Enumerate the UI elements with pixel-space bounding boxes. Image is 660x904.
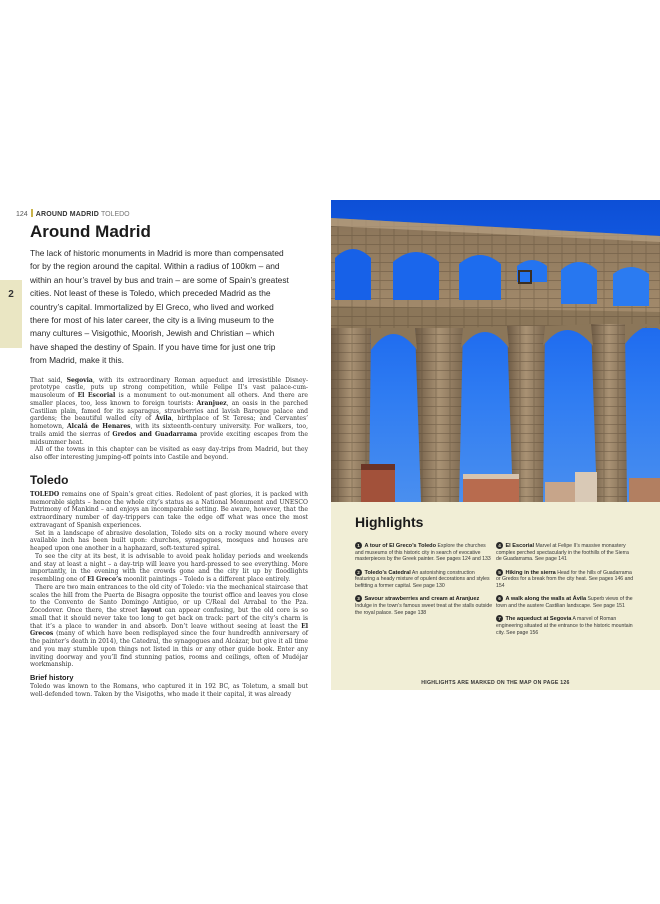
keyword-aranjuez: Aranjuez (196, 399, 227, 407)
page-number: 124 (16, 211, 28, 218)
highlight-number-badge: 5 (496, 569, 503, 576)
keyword-toledo: TOLEDO (30, 490, 60, 498)
aqueduct-photo (331, 200, 660, 502)
overview-block (30, 377, 308, 462)
toledo-paragraph-4: There are two main entrances to the old city of Toledo: via the mechanical staircase that scales the hill from the Puerta de Bisagra opposite the tourist office and leaves you close to the Convento de Santo Domingo Antiguo, or up C/Real del Arrabal to the Pza. Zocodover. Once there, the street layout can appear confusing, but the old core is so small that it should never take too long to get back on track: part of the city’s charm is that it’s a place to wander in and absorb. Don’t leave without seeing at least the El Grecos (many of which have been redisplayed since the four hundredth anniversary of the painter’s death in 2014), the Catedral, the synagogues and Alcázar, but give it all time and you may stumble upon things not listed in this or any other guide book. Enter any inviting doorway and you’ll find stunning patios, rooms and ceilings, often of Mudéjar workmanship. (30, 583, 308, 669)
main-text-column (30, 222, 308, 699)
header-divider (31, 209, 33, 217)
highlight-item: 3 Savour strawberries and cream at Aranjuez Indulge in the town’s famous sweet treat at the stalls outside the royal palace. See page 138 (355, 596, 493, 616)
intro-paragraph: The lack of historic monuments in Madrid is more than compensated for by the region around the capital. Within a radius of 100km – and within an hour’s travel by bus and train – are some of Spain’s greatest cities. Not least of these is Toledo, which preceded Madrid as the country’s capital. Immortalized by El Greco, who lived and worked there for most of his later career, the city is a living museum to the many cultures – Visigothic, Moorish, Jewish and Christian – which have shaped the destiny of Spain. If you have time for just one trip from Madrid, make it this. (30, 248, 289, 366)
toledo-paragraph-2: Set in a landscape of abrasive desolation, Toledo sits on a rocky mound where every available inch has been built upon: churches, synagogues, mosques and houses are heaped upon one another in a haphazard, soft-textured spiral. (30, 529, 308, 553)
history-paragraph: Toledo was known to the Romans, who captured it in 192 BC, as Toletum, a small but well-defended town. Taken by the Visigoths, who made it their capital, it was already (30, 683, 308, 698)
chapter-number: 2 (8, 289, 14, 300)
building-left (361, 468, 395, 502)
highlight-item: 2 Toledo’s Catedral An astonishing construction featuring a heady mixture of opulent decorations and styles befitting a former capital. See page 130 (355, 569, 490, 590)
aqueduct-illustration (331, 200, 660, 502)
highlights-column-left (355, 542, 493, 622)
keyword-el-escorial: El Escorial (77, 392, 116, 400)
highlight-number-badge: 1 (355, 542, 362, 549)
highlight-number-badge: 2 (355, 569, 362, 576)
keyword-segovia: Segovia (66, 376, 93, 384)
toledo-paragraph-3: To see the city at its best, it is advisable to avoid peak holiday periods and weekends and stay at least a night – a day-trip will leave you hard-pressed to see everything. More importantly, in the evening with the crowds gone and the city lit up by floodlights resembling one of El Greco’s moonlit paintings – Toledo is a different place entirely. (30, 552, 308, 584)
page-title: Around Madrid (30, 222, 151, 241)
highlight-item: 4 El Escorial Marvel at Felipe II’s massive monastery complex perched spectacularly in the foothills of the Sierra de Guadarrama. See page 141 (496, 543, 629, 563)
highlight-number-badge: 7 (496, 615, 503, 622)
keyword-gredos: Gredos and Guadarrama (112, 430, 198, 438)
highlight-item: 5 Hiking in the sierra Head for the hills of Guadarrama or Gredos for a break from the city heat. See pages 146 and 154 (496, 569, 634, 590)
brief-history-heading: Brief history (30, 673, 74, 683)
overview-paragraph-2: All of the towns in this chapter can be visited as easy day-trips from Madrid, but they also offer interesting jumping-off points into Castile and beyond. (30, 446, 308, 462)
highlights-title: Highlights (355, 514, 424, 530)
running-header (16, 209, 130, 219)
highlight-item: 7 The aqueduct at Segovia A marvel of Roman engineering situated at the entrance to the historic mountain city. See page 156 (496, 616, 633, 636)
keyword-alcala: Alcalá de Henares (66, 423, 131, 431)
highlight-number-badge: 6 (496, 595, 503, 602)
overview-paragraph: That said, Segovia, with its extraordinary Roman aqueduct and irresistible Disney-prototype castle, puts up strong competition, while Felipe II’s vast palace-cum-mausoleum of El Escorial is a monument to out-monument all others. And there are smaller places, too, less known to foreign tourists: Aranjuez, an oasis in the parched Castilian plain, famed for its asparagus, strawberries and lavish Baroque palace and gardens; the beautiful walled city of Ávila, birthplace of St Teresa; and Cervantes’ hometown, Alcalá de Henares, with its sixteenth-century university. For walkers, too, trails amid the sierras of Gredos and Guadarrama provide exciting escapes from the midsummer heat. (30, 376, 308, 446)
highlights-column-right (496, 542, 634, 642)
keyword-layout: layout (140, 607, 162, 615)
highlight-number-badge: 4 (496, 542, 503, 549)
building-center (463, 478, 519, 502)
keyword-el-greco: El Greco’s (87, 576, 122, 584)
section-name: AROUND MADRID (35, 211, 99, 218)
toledo-heading: Toledo (30, 472, 69, 487)
highlight-item: 6 A walk along the walls at Ávila Superb views of the town and the austere Castilian landscape. See page 151 (496, 596, 633, 609)
highlight-item: 1 A tour of El Greco’s Toledo Explore the churches and museums of this historic city in search of evocative masterpieces by the Greek painter. See pages 124 and 133 (355, 543, 491, 563)
keyword-avila: Ávila (155, 415, 172, 423)
highlight-number-badge: 3 (355, 595, 362, 602)
keyword-el-grecos: El Grecos (30, 622, 308, 638)
subsection-name: TOLEDO (100, 211, 130, 218)
highlights-map-note: HIGHLIGHTS ARE MARKED ON THE MAP ON PAGE 126 (421, 680, 570, 686)
toledo-paragraph-1: TOLEDO remains one of Spain’s great cities. Redolent of past glories, it is packed with memorable sights – hence the whole city’s status as a National Monument and UNESCO Patrimony of Mankind – and enjoys an incomparable setting. Be aware, however, that the extraordinary number of day-trippers can take the edge off what was once the most extravagant of Spanish experiences. (30, 490, 308, 529)
chapter-tab (0, 280, 22, 348)
